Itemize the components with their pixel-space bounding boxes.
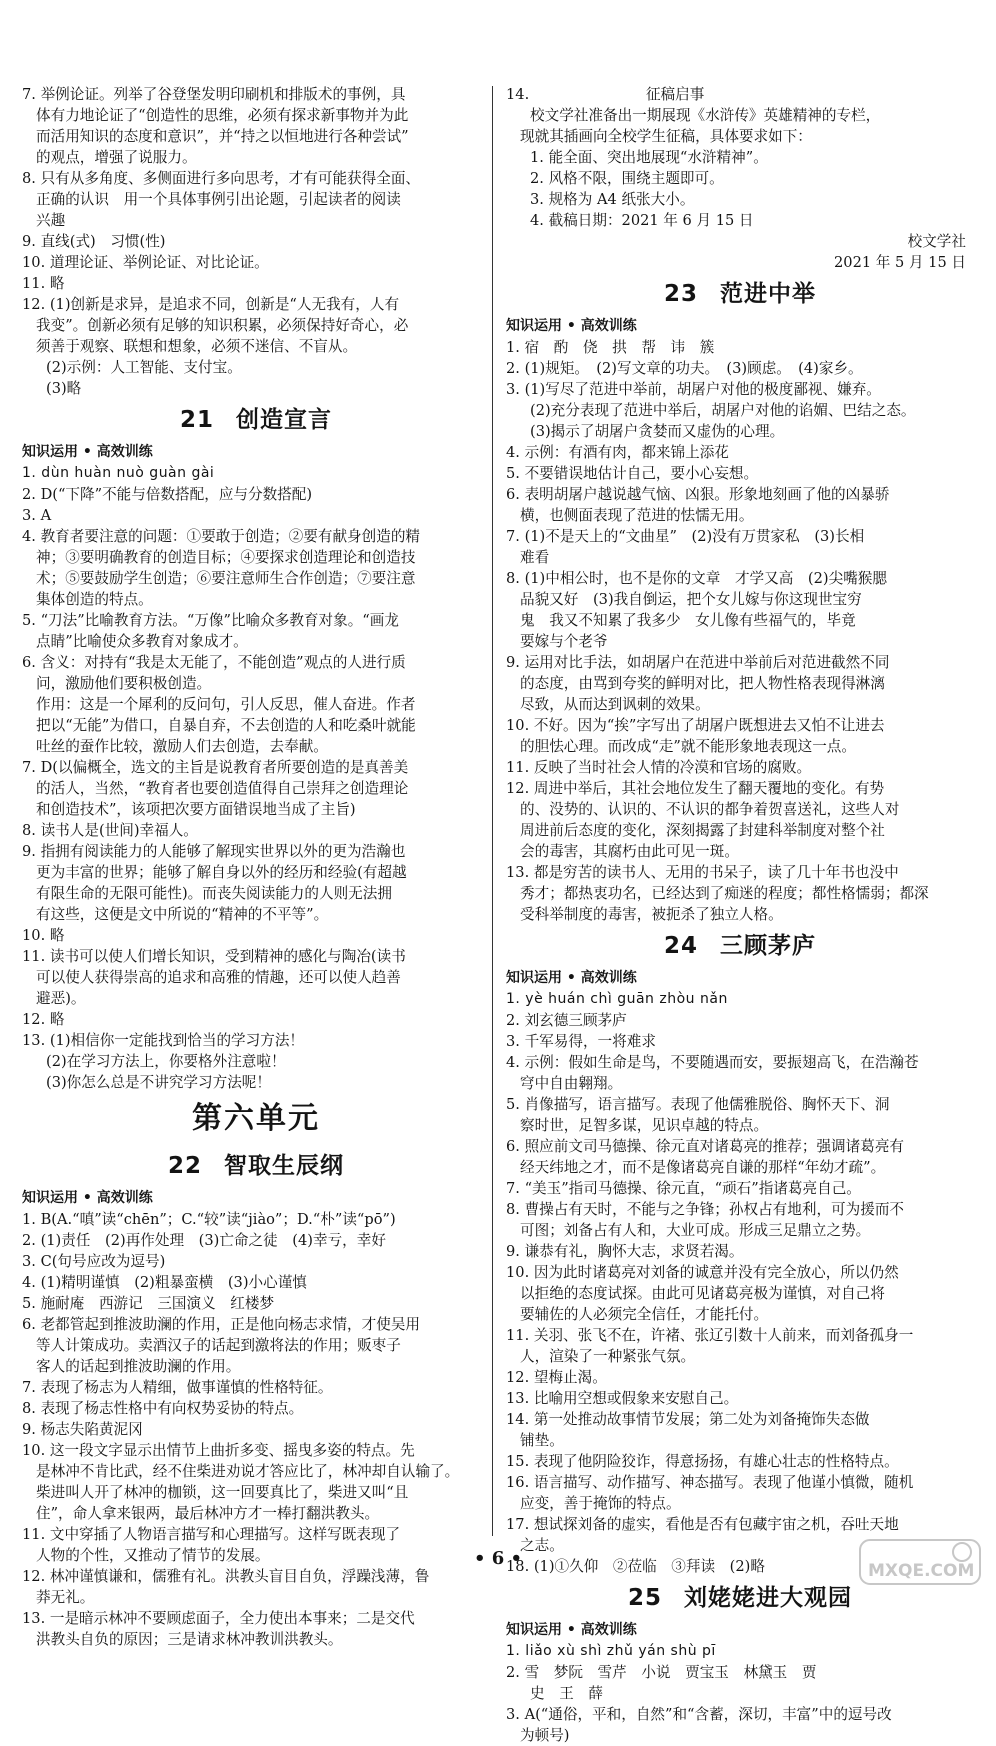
- left-text-line: 吐丝的蚕作比较，激励人们去创造，去奉献。: [36, 738, 328, 755]
- right-text-line: 4. 截稿日期：2021 年 6 月 15 日: [530, 212, 754, 229]
- section-label: 知识运用 • 高效训练: [506, 318, 637, 334]
- right-text-line: 1. 能全面、突出地展现“水浒精神”。: [530, 149, 768, 166]
- left-text-line: 人物的个性，又推动了情节的发展。: [36, 1547, 270, 1564]
- left-text-line: 8. 读书人是(世间)幸福人。: [22, 822, 198, 839]
- left-text-line: 12. 略: [22, 1011, 65, 1028]
- left-text-line: 13. (1)相信你一定能找到恰当的学习方法！: [22, 1032, 305, 1049]
- page-number: • 6 •: [473, 1548, 523, 1569]
- left-text-line: 1. B(A.“嗔”读“chēn”；C.“较”读“jiào”；D.“朴”读“pō”): [22, 1211, 396, 1228]
- right-text-line: 要嫁与个老爷: [520, 633, 608, 650]
- right-text-line: 5. 肖像描写，语言描写。表现了他儒雅脱俗、胸怀天下、洞: [506, 1096, 890, 1113]
- right-text-line: 史 王 薛: [530, 1685, 603, 1702]
- lesson-title: 范进中举: [720, 281, 816, 307]
- left-text-line: 12. 林冲谨慎谦和，儒雅有礼。洪教头盲目自负，浮躁浅薄，鲁: [22, 1568, 430, 1585]
- left-text-line: 11. 略: [22, 275, 65, 292]
- right-text-line: 8. (1)中相公时，也不是你的文章 才学又高 (2)尖嘴猴腮: [506, 570, 887, 587]
- right-text-line: 17. 想试探刘备的虚实，看他是否有包藏宇宙之机，吞吐天地: [506, 1516, 899, 1533]
- right-text-line: 6. 照应前文司马德操、徐元直对诸葛亮的推荐；强调诸葛亮有: [506, 1138, 905, 1155]
- right-text-line: 2. 雪 梦阮 雪芹 小说 贾宝玉 林黛玉 贾: [506, 1664, 817, 1681]
- right-text-line: 之志。: [520, 1537, 564, 1554]
- right-text-line: 周进前后态度的变化，深刻揭露了封建科举制度对整个社: [520, 822, 885, 839]
- right-text-line: 以拒绝的态度试探。由此可见诸葛亮极为谨慎，对自己将: [520, 1285, 885, 1302]
- left-text-line: 4. 教育者要注意的问题：①要敢于创造；②要有献身创造的精: [22, 528, 421, 545]
- right-text-line: 4. 示例：假如生命是鸟，不要随遇而安，要振翅高飞，在浩瀚苍: [506, 1054, 919, 1071]
- left-text-line: 洪教头自负的原因；三是请求林冲教训洪教头。: [36, 1631, 343, 1648]
- right-text-line: 9. 运用对比手法，如胡屠户在范进中举前后对范进截然不同: [506, 654, 890, 671]
- left-text-line: (3)略: [46, 380, 82, 397]
- lesson-title: 三顾茅庐: [720, 933, 816, 959]
- right-text-line: 察时世，足智多谋，见识卓越的特点。: [520, 1117, 769, 1134]
- right-text-line: 校文学社: [907, 233, 966, 250]
- right-text-line: 2. (1)规矩。 (2)写文章的功夫。 (3)顾虑。 (4)家乡。: [506, 360, 863, 377]
- right-text-line: 7. “美玉”指司马德操、徐元直，“顽石”指诸葛亮自己。: [506, 1180, 861, 1197]
- right-text-line: 5. 不要错误地估计自己，要小心妄想。: [506, 465, 759, 482]
- right-text-line: 9. 谦恭有礼，胸怀大志，求贤若渴。: [506, 1243, 744, 1260]
- left-text-line: 8. 只有从多角度、多侧面进行多向思考，才有可能获得全面、: [22, 170, 421, 187]
- left-text-line: 10. 道理论证、举例论证、对比论证。: [22, 254, 269, 271]
- left-text-line: 7. D(以偏概全，选文的主旨是说教育者所要创造的是真善美: [22, 759, 409, 776]
- left-text-line: 7. 举例论证。列举了谷登堡发明印刷机和排版术的事例，具: [22, 86, 406, 103]
- left-text-line: 7. 表现了杨志为人精细，做事谨慎的性格特征。: [22, 1379, 333, 1396]
- left-text-line: 体有力地论证了“创造性的思维，必须有探求新事物并为此: [36, 107, 409, 124]
- left-text-line: 2. D(“下降”不能与倍数搭配，应与分数搭配): [22, 486, 313, 503]
- right-text-line: 16. 语言描写、动作描写、神态描写。表现了他谨小慎微，随机: [506, 1474, 914, 1491]
- right-text-line: 为顿号): [520, 1727, 570, 1744]
- left-text-line: 而活用知识的态度和意识”，并“持之以恒地进行各种尝试”: [36, 128, 409, 145]
- watermark-text: MXQE.COM: [868, 1561, 975, 1581]
- left-text-line: 神；③要明确教育的创造目标；④要探求创造理论和创造技: [36, 549, 416, 566]
- left-text-line: 6. 老都管起到推波助澜的作用，正是他向杨志求情，才使吴用: [22, 1316, 421, 1333]
- left-text-line: (2)在学习方法上，你要格外注意啦！: [46, 1053, 286, 1070]
- left-text-line: 须善于观察、联想和想象，必须不迷信、不盲从。: [36, 338, 358, 355]
- lesson-heading: [506, 925, 974, 967]
- right-text-line: 的态度，由骂到夸奖的鲜明对比，把人物性格表现得淋漓: [520, 675, 885, 692]
- left-text-line: 6. 含义：对持有“我是太无能了，不能创造”观点的人进行质: [22, 654, 406, 671]
- left-text-line: 11. 读书可以使人们增长知识，受到精神的感化与陶冶(读书: [22, 948, 406, 965]
- right-text-line: 品貌又好 (3)我自倒运，把个女儿嫁与你这现世宝穷: [520, 591, 862, 608]
- right-text-line: 应变，善于掩饰的特点。: [520, 1495, 681, 1512]
- left-text-line: 有限生命的无限可能性)。而丧失阅读能力的人则无法拥: [36, 885, 392, 902]
- right-text-line: 的、没势的、认识的、不认识的都争着贺喜送礼，这些人对: [520, 801, 900, 818]
- left-text-line: 8. 表现了杨志性格中有向权势妥协的特点。: [22, 1400, 304, 1417]
- right-text-line: 11. 反映了当时社会人情的冷漠和官场的腐败。: [506, 759, 812, 776]
- left-text-line: 问，激励他们要积极创造。: [36, 675, 212, 692]
- right-text-line: 穹中自由翱翔。: [520, 1075, 623, 1092]
- left-text-line: 的观点，增强了说服力。: [36, 149, 197, 166]
- left-text-line: 兴趣: [36, 212, 66, 229]
- right-text-line: 8. 曹操占有天时，不能与之争锋；孙权占有地利，可为援而不: [506, 1201, 905, 1218]
- left-text-line: 作用：这是一个犀利的反问句，引人反思，催人奋进。作者: [36, 696, 416, 713]
- left-text-line: 正确的认识 用一个具体事例引出论题，引起读者的阅读: [36, 191, 401, 208]
- right-text-line: 1. 宿 酌 侥 拱 帮 讳 簇: [506, 339, 715, 356]
- left-text-line: 9. 杨志失陷黄泥冈: [22, 1421, 143, 1438]
- right-text-line: 14. 征稿启事: [506, 86, 705, 103]
- left-text-line: 等人计策成功。卖酒汉子的话起到激将法的作用；贩枣子: [36, 1337, 401, 1354]
- lesson-number: 23: [663, 281, 698, 307]
- left-text-line: 是林冲不肯比武，经不住柴进劝说才答应比了，林冲却自认输了。: [36, 1463, 460, 1480]
- right-text-line: 11. 关羽、张飞不在，许褚、张辽引数十人前来，而刘备孤身一: [506, 1327, 914, 1344]
- left-text-line: 1. dùn huàn nuò guàn gài: [22, 465, 215, 481]
- right-text-line: 要辅佐的人必须完全信任，才能托付。: [520, 1306, 769, 1323]
- left-text-line: 柴进叫人开了林冲的枷锁，这一回要真比了，柴进又叫“且: [36, 1484, 409, 1501]
- right-text-line: 7. (1)不是天上的“文曲星” (2)没有万贯家私 (3)长相: [506, 528, 865, 545]
- left-text-line: 11. 文中穿插了人物语言描写和心理描写。这样写既表现了: [22, 1526, 401, 1543]
- right-text-line: 的胆怯心理。而改成“走”就不能形象地表现这一点。: [520, 738, 856, 755]
- left-text-line: 13. 一是暗示林冲不要顾虑面子，全力使出本事来；二是交代: [22, 1610, 415, 1627]
- right-text-line: 人，渲染了一种紧张气氛。: [520, 1348, 696, 1365]
- column-divider: [492, 86, 493, 1536]
- left-text-line: 9. 指拥有阅读能力的人能够了解现实世界以外的更为浩瀚也: [22, 843, 406, 860]
- left-text-line: 10. 略: [22, 927, 65, 944]
- left-text-line: 更为丰富的世界；能够了解自身以外的经历和经验(有超越: [36, 864, 407, 881]
- right-text-line: 秀才；都热衷功名，已经达到了痴迷的程度；都性格懦弱；都深: [520, 885, 929, 902]
- left-text-line: 点睛”比喻使众多教育对象成才。: [36, 633, 248, 650]
- right-text-line: 15. 表现了他阴险狡诈，得意扬扬，有雄心壮志的性格特点。: [506, 1453, 899, 1470]
- left-text-line: (3)你怎么总是不讲究学习方法呢！: [46, 1074, 271, 1091]
- left-text-line: 4. (1)精明谨慎 (2)粗暴蛮横 (3)小心谨慎: [22, 1274, 307, 1291]
- right-text-line: 经天纬地之才，而不是像诸葛亮自谦的那样“年幼才疏”。: [520, 1159, 886, 1176]
- right-text-line: 横，也侧面表现了范进的怯懦无用。: [520, 507, 754, 524]
- right-text-line: 4. 示例：有酒有肉，都来锦上添花: [506, 444, 729, 461]
- right-column: [506, 84, 974, 1746]
- right-text-line: 6. 表明胡屠户越说越气恼、凶狠。形象地刻画了他的凶暴骄: [506, 486, 890, 503]
- left-text-line: 集体创造的特点。: [36, 591, 153, 608]
- right-text-line: 10. 不好。因为“挨”字写出了胡屠户既想进去又怕不让进去: [506, 717, 885, 734]
- lesson-title: 刘姥姥进大观园: [684, 1585, 852, 1611]
- left-text-line: 3. C(句号应改为逗号): [22, 1253, 166, 1270]
- right-text-line: 3. 规格为 A4 纸张大小。: [530, 191, 695, 208]
- left-text-line: 和创造技术”，该项把次要方面错误地当成了主旨): [36, 801, 356, 818]
- right-text-line: 可图；刘备占有人和，大业可成。形成三足鼎立之势。: [520, 1222, 871, 1239]
- left-text-line: 避恶)。: [36, 990, 86, 1007]
- section-label: 知识运用 • 高效训练: [22, 444, 153, 460]
- lesson-number: 21: [179, 407, 214, 433]
- left-text-line: 住”，命人拿来银两，最后林冲方才一棒打翻洪教头。: [36, 1505, 380, 1522]
- right-text-line: 10. 因为此时诸葛亮对刘备的诚意并没有完全放心，所以仍然: [506, 1264, 899, 1281]
- right-text-line: 3. (1)写尽了范进中举前，胡屠户对他的极度鄙视、嫌弃。: [506, 381, 881, 398]
- right-text-line: 1. liǎo xù shì zhǔ yán shù pī: [506, 1643, 716, 1659]
- right-text-line: 13. 比喻用空想或假象来安慰自己。: [506, 1390, 739, 1407]
- left-text-line: (2)示例：人工智能、支付宝。: [46, 359, 242, 376]
- lesson-number: 25: [627, 1585, 662, 1611]
- right-text-line: 2. 风格不限，围绕主题即可。: [530, 170, 724, 187]
- left-text-line: 把以“无能”为借口，自暴自弃，不去创造的人和吃桑叶就能: [36, 717, 416, 734]
- right-text-line: 2021 年 5 月 15 日: [834, 254, 966, 271]
- left-text-line: 3. A: [22, 507, 52, 524]
- lesson-title: 智取生辰纲: [224, 1153, 344, 1179]
- lesson-title: 创造宣言: [236, 407, 332, 433]
- left-text-line: 的活人，当然，“教育者也要创造值得自己崇拜之创造理论: [36, 780, 409, 797]
- right-text-line: 12. 周进中举后，其社会地位发生了翻天覆地的变化。有势: [506, 780, 885, 797]
- left-text-line: 可以使人获得崇高的追求和高雅的情趣，还可以使人趋善: [36, 969, 401, 986]
- left-text-line: 9. 直线(式) 习惯(性): [22, 233, 166, 250]
- section-label: 知识运用 • 高效训练: [506, 970, 637, 986]
- left-text-line: 客人的话起到推波助澜的作用。: [36, 1358, 241, 1375]
- right-text-line: 难看: [520, 549, 550, 566]
- right-text-line: 校文学社准备出一期展现《水浒传》英雄精神的专栏，: [530, 107, 881, 124]
- right-text-line: 12. 望梅止渴。: [506, 1369, 607, 1386]
- lesson-heading: [22, 399, 490, 441]
- right-text-line: 铺垫。: [520, 1432, 564, 1449]
- left-text-line: 10. 这一段文字显示出情节上曲折多变、摇曳多姿的特点。先: [22, 1442, 415, 1459]
- lesson-number: 22: [167, 1153, 202, 1179]
- left-text-line: 莽无礼。: [36, 1589, 95, 1606]
- right-text-line: 现就其插画向全校学生征稿，具体要求如下：: [520, 128, 812, 145]
- left-text-line: 有这些，这便是文中所说的“精神的不平等”。: [36, 906, 329, 923]
- right-text-line: 18. (1)①久仰 ②莅临 ③拜读 (2)略: [506, 1558, 765, 1575]
- right-text-line: (2)充分表现了范进中举后，胡屠户对他的谄媚、巴结之态。: [530, 402, 916, 419]
- right-text-line: 受科举制度的毒害，被扼杀了独立人格。: [520, 906, 783, 923]
- right-text-line: 14. 第一处推动故事情节发展；第二处为刘备掩饰失态做: [506, 1411, 870, 1428]
- left-text-line: 5. 施耐庵 西游记 三国演义 红楼梦: [22, 1295, 275, 1312]
- watermark-logo: [858, 1536, 982, 1588]
- left-text-line: 术；⑤要鼓励学生创造；⑥要注意师生合作创造；⑦要注意: [36, 570, 416, 587]
- right-text-line: (3)揭示了胡屠户贪婪而又虚伪的心理。: [530, 423, 785, 440]
- right-text-line: 3. 千军易得，一将难求: [506, 1033, 656, 1050]
- right-text-line: 尽致，从而达到讽刺的效果。: [520, 696, 710, 713]
- section-label: 知识运用 • 高效训练: [506, 1622, 637, 1638]
- right-text-line: 2. 刘玄德三顾茅庐: [506, 1012, 627, 1029]
- left-column: [22, 84, 490, 1650]
- lesson-number: 24: [663, 933, 698, 959]
- lesson-heading: [506, 273, 974, 315]
- left-text-line: 5. “刀法”比喻教育方法。“万像”比喻众多教育对象。“画龙: [22, 612, 399, 629]
- section-label: 知识运用 • 高效训练: [22, 1190, 153, 1206]
- right-text-line: 13. 都是穷苦的读书人、无用的书呆子，读了几十年书也没中: [506, 864, 899, 881]
- right-text-line: 会的毒害，其腐朽由此可见一斑。: [520, 843, 739, 860]
- left-text-line: 我变”。创新必须有足够的知识积累，必须保持好奇心，必: [36, 317, 409, 334]
- right-text-line: 鬼 我又不知累了我多少 女儿像有些福气的，毕竟: [520, 612, 856, 629]
- right-text-line: 3. A(“通俗，平和，自然”和“含蓄，深切，丰富”中的逗号改: [506, 1706, 892, 1723]
- right-text-line: 1. yè huán chì guān zhòu nǎn: [506, 991, 728, 1007]
- left-text-line: 12. (1)创新是求异，是追求不同，创新是“人无我有，人有: [22, 296, 400, 313]
- lesson-heading: [22, 1145, 490, 1187]
- unit-heading: 第六单元: [192, 1101, 320, 1136]
- left-text-line: 2. (1)责任 (2)再作处理 (3)亡命之徒 (4)幸亏，幸好: [22, 1232, 386, 1249]
